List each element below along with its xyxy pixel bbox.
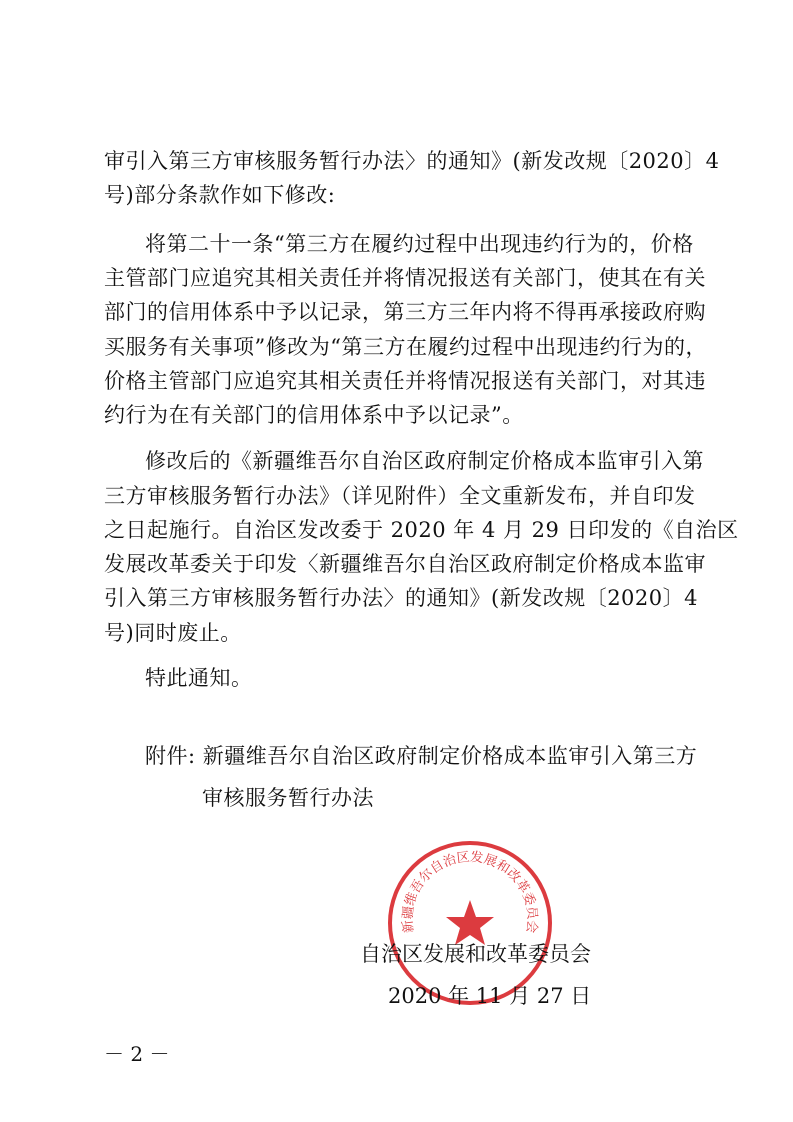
body-line: 三方审核服务暂行办法》（详见附件）全文重新发布，并自印发 bbox=[104, 484, 696, 508]
attachment-line: 附件: 新疆维吾尔自治区政府制定价格成本监审引入第三方 bbox=[145, 744, 698, 768]
body-line: 约行为在有关部门的信用体系中予以记录”。 bbox=[104, 403, 524, 427]
body-line: 价格主管部门应追究其相关责任并将情况报送有关部门，对其违 bbox=[104, 369, 706, 393]
body-line: 买服务有关事项”修改为“第三方在履约过程中出现违约行为的， bbox=[104, 335, 707, 359]
closing-line: 特此通知。 bbox=[145, 666, 253, 690]
body-line: 引入第三方审核服务暂行办法〉的通知》(新发改规〔2020〕4 bbox=[104, 586, 698, 610]
body-line: 修改后的《新疆维吾尔自治区政府制定价格成本监审引入第 bbox=[145, 449, 704, 473]
body-line: 审引入第三方审核服务暂行办法〉的通知》(新发改规〔2020〕4 bbox=[104, 149, 720, 173]
body-line: 号)同时废止。 bbox=[104, 621, 242, 645]
signing-organization: 自治区发展和改革委员会 bbox=[360, 942, 591, 966]
body-line: 将第二十一条“第三方在履约过程中出现违约行为的，价格 bbox=[145, 232, 694, 256]
attachment-line: 审核服务暂行办法 bbox=[202, 786, 374, 810]
page-number: － 2 － bbox=[104, 1042, 170, 1066]
body-line: 发展改革委关于印发〈新疆维吾尔自治区政府制定价格成本监审 bbox=[104, 552, 706, 576]
body-line: 之日起施行。自治区发改委于 2020 年 4 月 29 日印发的《自治区 bbox=[104, 518, 739, 542]
body-line: 主管部门应追究其相关责任并将情况报送有关部门，使其在有关 bbox=[104, 266, 706, 290]
body-line: 部门的信用体系中予以记录，第三方三年内将不得再承接政府购 bbox=[104, 300, 706, 324]
signing-date: 2020 年 11 月 27 日 bbox=[388, 984, 592, 1008]
body-line: 号)部分条款作如下修改: bbox=[104, 183, 336, 207]
seal-text: 新疆维吾尔自治区发展和改革委员会 bbox=[400, 849, 540, 934]
